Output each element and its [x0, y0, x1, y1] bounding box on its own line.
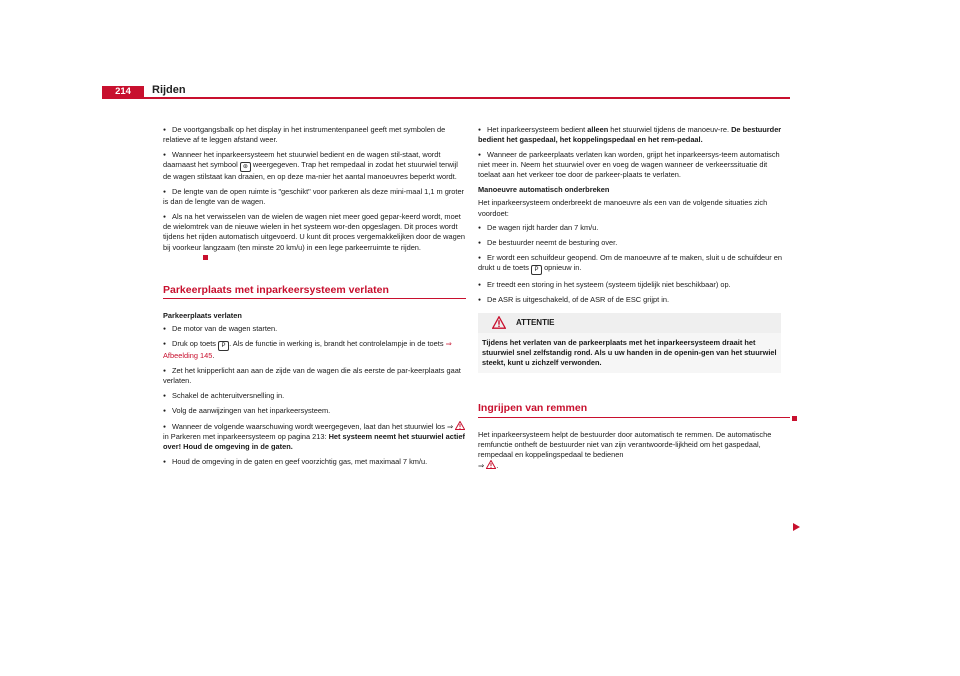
- bullet-progress-bar: ● De voortgangsbalk op het display in het instrumentenpaneel geeft met symbolen de relatieve af te leggen afstand weer.: [163, 125, 466, 145]
- step-reverse-gear: ● Schakel de achteruitversnelling in.: [163, 391, 466, 401]
- section-header: Rijden: [152, 84, 186, 96]
- condition-speed: ● De wagen rijdt harder dan 7 km/u.: [478, 223, 790, 233]
- end-of-section-icon: [792, 416, 797, 421]
- park-assist-button-icon: P: [218, 341, 229, 351]
- bullet-space-length: ● De lengte van de open ruimte is "geschikt" voor parkeren als deze mini-maal 1,1 m groter is dan de lengte van de wagen.: [163, 187, 466, 207]
- bullet-take-over: ● Wanneer de parkeerplaats verlaten kan worden, grijpt het inparkeersys-teem automatisch niet meer in. Neem het stuurwiel over en voeg de wagen wanneer de verkeerssituatie dit toelaat aan het verkeer toe door de parkeer-plaats te verlaten.: [478, 150, 790, 181]
- condition-driver: ● De bestuurder neemt de besturing over.: [478, 238, 790, 248]
- section-title-braking: Ingrijpen van remmen: [478, 403, 790, 417]
- bullet-steering-symbol: ● Wanneer het inparkeersysteem het stuurwiel bedient en de wagen stil-staat, wordt daarnaast het symbool ⊛ weergegeven. Trap het rempedaal in zodat het stuurwiel terwijl de wagen stilstaat kan draaien, en op deze ma-nier het aantal manoeuvres beperkt wordt.: [163, 150, 466, 182]
- attention-text: Tijdens het verlaten van de parkeerplaats met het inparkeersysteem draait het stuurwiel snel zelfstandig rond. Als u uw handen in de openin-gen van het stuurwiel steekt, kunt u zichzelf verwonden.: [478, 333, 781, 374]
- bullet-wheel-change: ● Als na het verwisselen van de wielen de wagen niet meer goed gepar-keerd wordt, moet de wielomtrek van de nieuwe wielen in het systeem wor-den opgeslagen. Dit proces wordt tijdens het rijden automatisch uitgevoerd. U kunt dit proces vergemakkelijken door de wagen bij voorkeur langzaam (ten minste 20 km/u) in een lege parkeerruimte te rijden.: [163, 212, 466, 263]
- subheading-interrupt: Manoeuvre automatisch onderbreken: [478, 185, 610, 195]
- steering-symbol-icon: ⊛: [240, 162, 251, 172]
- end-of-section-icon: [203, 255, 208, 260]
- step-start-engine: ● De motor van de wagen starten.: [163, 324, 466, 334]
- warning-triangle-icon: [455, 421, 465, 430]
- condition-sliding-door: ● Er wordt een schuifdeur geopend. Om de manoeuvre af te maken, sluit u de schuifdeur en drukt u de toets P opnieuw in.: [478, 253, 790, 275]
- condition-asr: ● De ASR is uitgeschakeld, of de ASR of de ESC grijpt in.: [478, 295, 790, 305]
- section-title-leaving: Parkeerplaats met inparkeersysteem verlaten: [163, 285, 466, 299]
- attention-box: [478, 313, 781, 374]
- step-indicator: ● Zet het knipperlicht aan aan de zijde van de wagen die als eerste de par-keerplaats gaat verlaten.: [163, 366, 466, 386]
- step-press-button: ● Druk op toets P . Als de functie in werking is, brandt het controlelampje in de toets ⇒ Afbeelding 145.: [163, 339, 466, 361]
- continue-arrow-icon: [793, 523, 800, 531]
- left-column: [163, 125, 466, 472]
- warning-triangle-icon: [486, 460, 496, 469]
- step-follow-instructions: ● Volg de aanwijzingen van het inparkeersysteem.: [163, 406, 466, 416]
- bullet-system-steers: ● Het inparkeersysteem bedient alleen het stuurwiel tijdens de manoeuv-re. De bestuurder bedient het gaspedaal, het koppelingspedaal en het rem-pedaal.: [478, 125, 790, 145]
- right-column: [478, 125, 790, 476]
- braking-text: Het inparkeersysteem helpt de bestuurder door automatisch te remmen. De automatische remfunctie ontheft de bestuurder niet van zijn verantwoorde-lijkheid om het gaspedaal, rempedaal en koppelingspedaal te bedienen ⇒ .: [478, 429, 772, 471]
- page-number: 214: [102, 86, 144, 98]
- step-accelerate: ● Houd de omgeving in de gaten en geef voorzichtig gas, met maximaal 7 km/u.: [163, 457, 466, 467]
- warning-triangle-icon: [492, 316, 506, 329]
- attention-header: ATTENTIE: [478, 313, 781, 333]
- condition-fault: ● Er treedt een storing in het systeem (systeem tijdelijk niet beschikbaar) op.: [478, 280, 790, 290]
- header-rule: [102, 97, 790, 99]
- subheading-leaving: Parkeerplaats verlaten: [163, 311, 242, 321]
- park-assist-button-icon: P: [531, 265, 542, 275]
- interrupt-intro: Het inparkeersysteem onderbreekt de manoeuvre als een van de volgende situaties zich voordoet:: [478, 198, 768, 218]
- step-release-wheel: ● Wanneer de volgende waarschuwing wordt weergegeven, laat dan het stuurwiel los ⇒ in Parkeren met inparkeersysteem op pagina 213: Het systeem neemt het stuurwiel actief over! Houd de omgeving in de gaten.: [163, 421, 466, 453]
- figure-link[interactable]: Afbeelding 145: [163, 351, 213, 361]
